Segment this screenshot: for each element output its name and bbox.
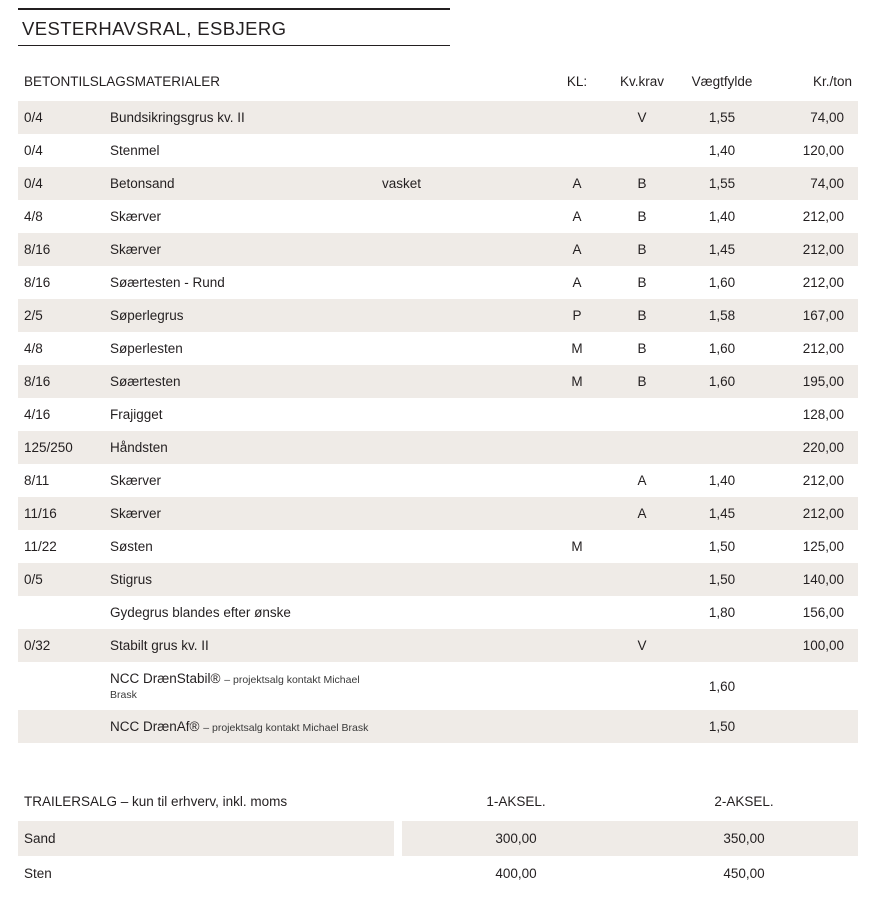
cell-kl bbox=[548, 398, 606, 431]
cell-name bbox=[104, 200, 376, 233]
cell-kvkrav: V bbox=[606, 101, 678, 134]
cell-note bbox=[376, 596, 548, 629]
cell-name bbox=[104, 464, 376, 497]
cell-kl bbox=[548, 596, 606, 629]
cell-note bbox=[376, 233, 548, 266]
cell-kvkrav: B bbox=[606, 266, 678, 299]
cell-vaegtfylde bbox=[678, 629, 766, 662]
table-row bbox=[18, 563, 858, 596]
cell-note bbox=[376, 629, 548, 662]
product-name: Søperlesten bbox=[110, 341, 183, 356]
product-name: Skærver bbox=[110, 209, 162, 224]
cell-vaegtfylde: 1,50 bbox=[678, 530, 766, 563]
title-rule-bottom bbox=[18, 45, 450, 46]
cell-vaegtfylde: 1,80 bbox=[678, 596, 766, 629]
trailer-cell-label: Sand bbox=[18, 821, 394, 856]
cell-vaegtfylde: 1,60 bbox=[678, 266, 766, 299]
product-name: NCC DrænStabil® bbox=[110, 671, 221, 686]
table-row bbox=[18, 821, 858, 856]
cell-kvkrav bbox=[606, 431, 678, 464]
product-name: Skærver bbox=[110, 242, 162, 257]
trailer-cell-one-axle: 300,00 bbox=[402, 821, 630, 856]
cell-note bbox=[376, 662, 548, 710]
trailer-cell-one-axle: 400,00 bbox=[402, 856, 630, 891]
trailer-table-body bbox=[18, 821, 858, 891]
cell-kl: A bbox=[548, 233, 606, 266]
cell-name bbox=[104, 530, 376, 563]
product-name: Bundsikringsgrus kv. II bbox=[110, 110, 245, 125]
page-title: VESTERHAVSRAL, ESBJERG bbox=[22, 18, 287, 39]
cell-name bbox=[104, 497, 376, 530]
cell-price: 212,00 bbox=[766, 464, 858, 497]
product-name: Søsten bbox=[110, 539, 153, 554]
product-name: Betonsand bbox=[110, 176, 175, 191]
table-row bbox=[18, 662, 858, 710]
cell-name bbox=[104, 629, 376, 662]
table-row bbox=[18, 398, 858, 431]
cell-note bbox=[376, 101, 548, 134]
cell-price: 125,00 bbox=[766, 530, 858, 563]
cell-vaegtfylde: 1,45 bbox=[678, 233, 766, 266]
cell-vaegtfylde bbox=[678, 398, 766, 431]
table-row bbox=[18, 530, 858, 563]
cell-kl bbox=[548, 662, 606, 710]
cell-size bbox=[18, 710, 104, 743]
table-row bbox=[18, 431, 858, 464]
cell-price: 128,00 bbox=[766, 398, 858, 431]
cell-note bbox=[376, 266, 548, 299]
cell-note bbox=[376, 497, 548, 530]
cell-name bbox=[104, 266, 376, 299]
table-row bbox=[18, 167, 858, 200]
cell-note bbox=[376, 464, 548, 497]
cell-note bbox=[376, 530, 548, 563]
cell-vaegtfylde: 1,45 bbox=[678, 497, 766, 530]
product-name: Frajigget bbox=[110, 407, 163, 422]
title-block bbox=[18, 8, 450, 46]
table-row bbox=[18, 464, 858, 497]
trailer-sales-table bbox=[18, 790, 858, 891]
cell-size: 0/4 bbox=[18, 167, 104, 200]
cell-price: 74,00 bbox=[766, 167, 858, 200]
materials-table-body bbox=[18, 101, 858, 743]
header-vaegtfylde: Vægtfylde bbox=[691, 74, 753, 89]
cell-name bbox=[104, 101, 376, 134]
product-name: Håndsten bbox=[110, 440, 168, 455]
header-price: Kr./ton bbox=[812, 74, 852, 89]
cell-price: 195,00 bbox=[766, 365, 858, 398]
header-note bbox=[376, 68, 548, 101]
cell-kl bbox=[548, 134, 606, 167]
table-row bbox=[18, 200, 858, 233]
cell-name bbox=[104, 134, 376, 167]
cell-price: 212,00 bbox=[766, 332, 858, 365]
cell-size: 8/16 bbox=[18, 233, 104, 266]
cell-price: 220,00 bbox=[766, 431, 858, 464]
cell-vaegtfylde: 1,40 bbox=[678, 200, 766, 233]
table-row bbox=[18, 266, 858, 299]
trailer-cell-label: Sten bbox=[18, 856, 394, 891]
cell-vaegtfylde: 1,60 bbox=[678, 332, 766, 365]
cell-vaegtfylde bbox=[678, 431, 766, 464]
cell-size: 0/32 bbox=[18, 629, 104, 662]
table-row bbox=[18, 233, 858, 266]
cell-note bbox=[376, 332, 548, 365]
cell-name bbox=[104, 167, 376, 200]
cell-note bbox=[376, 431, 548, 464]
cell-size: 0/5 bbox=[18, 563, 104, 596]
cell-note bbox=[376, 134, 548, 167]
cell-size: 125/250 bbox=[18, 431, 104, 464]
table-row bbox=[18, 299, 858, 332]
table-row bbox=[18, 497, 858, 530]
trailer-header-gap bbox=[394, 790, 402, 821]
cell-size: 0/4 bbox=[18, 134, 104, 167]
trailer-cell-two-axle: 450,00 bbox=[630, 856, 858, 891]
cell-price: 212,00 bbox=[766, 266, 858, 299]
cell-kl: M bbox=[548, 365, 606, 398]
header-kvkrav: Kv.krav bbox=[619, 74, 664, 89]
cell-kvkrav bbox=[606, 563, 678, 596]
trailer-table-head bbox=[18, 790, 858, 821]
cell-vaegtfylde: 1,40 bbox=[678, 464, 766, 497]
materials-table bbox=[18, 68, 858, 743]
cell-kl: A bbox=[548, 167, 606, 200]
cell-kvkrav: B bbox=[606, 365, 678, 398]
cell-vaegtfylde: 1,50 bbox=[678, 710, 766, 743]
cell-kl bbox=[548, 464, 606, 497]
cell-kvkrav: B bbox=[606, 299, 678, 332]
cell-vaegtfylde: 1,50 bbox=[678, 563, 766, 596]
cell-vaegtfylde: 1,40 bbox=[678, 134, 766, 167]
cell-vaegtfylde: 1,55 bbox=[678, 101, 766, 134]
trailer-header-row bbox=[18, 790, 858, 821]
product-name: Stabilt grus kv. II bbox=[110, 638, 209, 653]
cell-name bbox=[104, 596, 376, 629]
trailer-cell-two-axle: 350,00 bbox=[630, 821, 858, 856]
cell-price: 212,00 bbox=[766, 233, 858, 266]
product-name: Gydegrus blandes efter ønske bbox=[110, 605, 291, 620]
cell-kl: P bbox=[548, 299, 606, 332]
cell-name bbox=[104, 233, 376, 266]
cell-kl bbox=[548, 563, 606, 596]
cell-size: 4/8 bbox=[18, 200, 104, 233]
cell-note bbox=[376, 299, 548, 332]
cell-note bbox=[376, 710, 548, 743]
product-name: NCC DrænAf® bbox=[110, 719, 200, 734]
cell-price: 212,00 bbox=[766, 497, 858, 530]
cell-price: 74,00 bbox=[766, 101, 858, 134]
cell-kvkrav: B bbox=[606, 233, 678, 266]
product-name: Skærver bbox=[110, 506, 162, 521]
table-row bbox=[18, 134, 858, 167]
cell-kvkrav: A bbox=[606, 464, 678, 497]
cell-kl bbox=[548, 431, 606, 464]
cell-kl bbox=[548, 710, 606, 743]
cell-size: 8/16 bbox=[18, 365, 104, 398]
cell-price: 156,00 bbox=[766, 596, 858, 629]
product-name: Skærver bbox=[110, 473, 162, 488]
cell-size bbox=[18, 662, 104, 710]
cell-note: vasket bbox=[376, 167, 548, 200]
cell-name bbox=[104, 299, 376, 332]
cell-vaegtfylde: 1,60 bbox=[678, 662, 766, 710]
cell-kl: A bbox=[548, 266, 606, 299]
trailer-header-one-axle: 1-AKSEL. bbox=[486, 794, 546, 809]
cell-size: 4/16 bbox=[18, 398, 104, 431]
product-name: Stigrus bbox=[110, 572, 153, 587]
cell-note bbox=[376, 563, 548, 596]
product-name: Søperlegrus bbox=[110, 308, 184, 323]
product-name: Søærtesten bbox=[110, 374, 181, 389]
trailer-header-label: TRAILERSALG – kun til erhverv, inkl. moms bbox=[24, 794, 288, 809]
cell-note bbox=[376, 398, 548, 431]
cell-name bbox=[104, 365, 376, 398]
header-category: BETONTILSLAGSMATERIALER bbox=[24, 74, 221, 89]
table-row bbox=[18, 365, 858, 398]
table-row bbox=[18, 101, 858, 134]
cell-kvkrav bbox=[606, 530, 678, 563]
cell-kl: M bbox=[548, 332, 606, 365]
cell-price: 212,00 bbox=[766, 200, 858, 233]
cell-size: 11/22 bbox=[18, 530, 104, 563]
table-row bbox=[18, 856, 858, 891]
cell-kvkrav bbox=[606, 662, 678, 710]
table-row bbox=[18, 710, 858, 743]
cell-kl: M bbox=[548, 530, 606, 563]
table-row bbox=[18, 629, 858, 662]
cell-kvkrav: B bbox=[606, 200, 678, 233]
cell-kl bbox=[548, 497, 606, 530]
cell-size: 8/11 bbox=[18, 464, 104, 497]
cell-price: 100,00 bbox=[766, 629, 858, 662]
cell-name bbox=[104, 662, 376, 710]
cell-price: 167,00 bbox=[766, 299, 858, 332]
materials-header-row bbox=[18, 68, 858, 101]
cell-kl bbox=[548, 101, 606, 134]
trailer-header-two-axle: 2-AKSEL. bbox=[714, 794, 774, 809]
cell-size: 11/16 bbox=[18, 497, 104, 530]
cell-name bbox=[104, 398, 376, 431]
table-row bbox=[18, 596, 858, 629]
cell-price: 140,00 bbox=[766, 563, 858, 596]
cell-kvkrav bbox=[606, 134, 678, 167]
cell-price: 120,00 bbox=[766, 134, 858, 167]
cell-note bbox=[376, 200, 548, 233]
cell-name bbox=[104, 563, 376, 596]
cell-size bbox=[18, 596, 104, 629]
cell-size: 8/16 bbox=[18, 266, 104, 299]
product-subnote: – projektsalg kontakt Michael Brask bbox=[110, 674, 360, 701]
cell-kvkrav: V bbox=[606, 629, 678, 662]
product-subnote: – projektsalg kontakt Michael Brask bbox=[203, 722, 369, 734]
cell-kvkrav bbox=[606, 596, 678, 629]
cell-kvkrav bbox=[606, 710, 678, 743]
materials-table-head bbox=[18, 68, 858, 101]
cell-note bbox=[376, 365, 548, 398]
cell-name bbox=[104, 431, 376, 464]
cell-kl bbox=[548, 629, 606, 662]
cell-vaegtfylde: 1,60 bbox=[678, 365, 766, 398]
trailer-cell-gap bbox=[394, 856, 402, 891]
cell-kvkrav: B bbox=[606, 167, 678, 200]
trailer-cell-gap bbox=[394, 821, 402, 856]
header-kl: KL: bbox=[566, 74, 588, 89]
cell-kl: A bbox=[548, 200, 606, 233]
cell-kvkrav: B bbox=[606, 332, 678, 365]
table-row bbox=[18, 332, 858, 365]
cell-kvkrav bbox=[606, 398, 678, 431]
cell-size: 2/5 bbox=[18, 299, 104, 332]
cell-size: 0/4 bbox=[18, 101, 104, 134]
cell-price bbox=[766, 710, 858, 743]
cell-name bbox=[104, 710, 376, 743]
cell-vaegtfylde: 1,55 bbox=[678, 167, 766, 200]
cell-kvkrav: A bbox=[606, 497, 678, 530]
product-name: Stenmel bbox=[110, 143, 160, 158]
cell-name bbox=[104, 332, 376, 365]
cell-price bbox=[766, 662, 858, 710]
product-name: Søærtesten - Rund bbox=[110, 275, 225, 290]
cell-vaegtfylde: 1,58 bbox=[678, 299, 766, 332]
cell-size: 4/8 bbox=[18, 332, 104, 365]
